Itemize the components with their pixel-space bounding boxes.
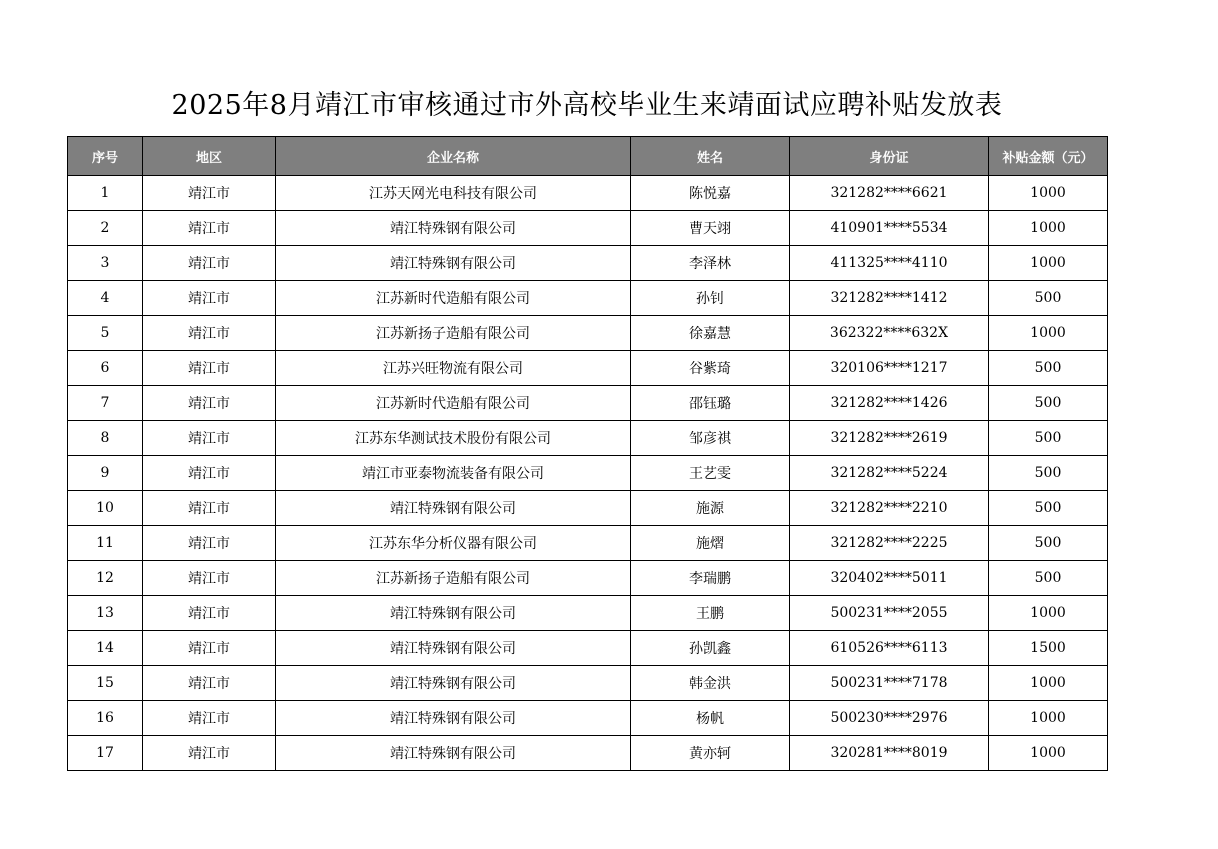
cell-id-number: 320281****8019 — [790, 736, 989, 771]
subsidy-table — [67, 136, 1108, 771]
cell-index: 2 — [68, 211, 143, 246]
table-row — [68, 596, 1108, 631]
table-row — [68, 246, 1108, 281]
cell-region: 靖江市 — [143, 666, 276, 701]
cell-company: 靖江特殊钢有限公司 — [276, 701, 631, 736]
cell-name: 邵钰璐 — [631, 386, 790, 421]
cell-id-number: 321282****1426 — [790, 386, 989, 421]
table-row — [68, 491, 1108, 526]
table-row — [68, 351, 1108, 386]
cell-name: 李泽林 — [631, 246, 790, 281]
table-row — [68, 421, 1108, 456]
cell-id-number: 321282****5224 — [790, 456, 989, 491]
table-header-row — [68, 137, 1108, 176]
cell-amount: 500 — [989, 421, 1108, 456]
table-row — [68, 666, 1108, 701]
cell-amount: 1000 — [989, 666, 1108, 701]
cell-company: 靖江特殊钢有限公司 — [276, 211, 631, 246]
cell-company: 靖江特殊钢有限公司 — [276, 631, 631, 666]
cell-amount: 1000 — [989, 596, 1108, 631]
header-name: 姓名 — [631, 137, 790, 176]
cell-amount: 1000 — [989, 701, 1108, 736]
cell-index: 14 — [68, 631, 143, 666]
cell-amount: 1000 — [989, 736, 1108, 771]
cell-region: 靖江市 — [143, 246, 276, 281]
cell-index: 7 — [68, 386, 143, 421]
cell-name: 孙钊 — [631, 281, 790, 316]
cell-id-number: 321282****2225 — [790, 526, 989, 561]
cell-amount: 500 — [989, 456, 1108, 491]
cell-amount: 500 — [989, 526, 1108, 561]
table-body — [68, 176, 1108, 771]
cell-region: 靖江市 — [143, 456, 276, 491]
page-title: 2025年8月靖江市审核通过市外高校毕业生来靖面试应聘补贴发放表 — [171, 90, 1003, 121]
table-row — [68, 526, 1108, 561]
cell-company: 江苏新扬子造船有限公司 — [276, 316, 631, 351]
cell-index: 3 — [68, 246, 143, 281]
cell-index: 5 — [68, 316, 143, 351]
cell-company: 江苏东华测试技术股份有限公司 — [276, 421, 631, 456]
cell-index: 17 — [68, 736, 143, 771]
cell-region: 靖江市 — [143, 491, 276, 526]
cell-company: 靖江市亚泰物流装备有限公司 — [276, 456, 631, 491]
cell-index: 15 — [68, 666, 143, 701]
cell-amount: 1000 — [989, 246, 1108, 281]
cell-id-number: 500231****7178 — [790, 666, 989, 701]
cell-name: 徐嘉慧 — [631, 316, 790, 351]
cell-amount: 500 — [989, 351, 1108, 386]
table-row — [68, 456, 1108, 491]
cell-name: 谷紫琦 — [631, 351, 790, 386]
cell-company: 江苏兴旺物流有限公司 — [276, 351, 631, 386]
cell-name: 李瑞鹏 — [631, 561, 790, 596]
cell-id-number: 321282****1412 — [790, 281, 989, 316]
cell-index: 12 — [68, 561, 143, 596]
cell-index: 11 — [68, 526, 143, 561]
cell-region: 靖江市 — [143, 316, 276, 351]
table-row — [68, 701, 1108, 736]
cell-amount: 500 — [989, 281, 1108, 316]
cell-id-number: 411325****4110 — [790, 246, 989, 281]
cell-region: 靖江市 — [143, 526, 276, 561]
cell-index: 4 — [68, 281, 143, 316]
cell-company: 靖江特殊钢有限公司 — [276, 491, 631, 526]
cell-region: 靖江市 — [143, 736, 276, 771]
cell-id-number: 610526****6113 — [790, 631, 989, 666]
cell-index: 8 — [68, 421, 143, 456]
cell-id-number: 500230****2976 — [790, 701, 989, 736]
cell-region: 靖江市 — [143, 386, 276, 421]
header-company: 企业名称 — [276, 137, 631, 176]
cell-company: 江苏新扬子造船有限公司 — [276, 561, 631, 596]
cell-index: 9 — [68, 456, 143, 491]
cell-id-number: 321282****2619 — [790, 421, 989, 456]
cell-name: 王艺雯 — [631, 456, 790, 491]
cell-company: 靖江特殊钢有限公司 — [276, 736, 631, 771]
cell-name: 邹彦祺 — [631, 421, 790, 456]
table-row — [68, 211, 1108, 246]
cell-company: 江苏东华分析仪器有限公司 — [276, 526, 631, 561]
table-row — [68, 386, 1108, 421]
cell-amount: 1000 — [989, 211, 1108, 246]
cell-amount: 1000 — [989, 316, 1108, 351]
cell-name: 王鹏 — [631, 596, 790, 631]
cell-region: 靖江市 — [143, 596, 276, 631]
cell-index: 16 — [68, 701, 143, 736]
cell-index: 6 — [68, 351, 143, 386]
cell-amount: 1500 — [989, 631, 1108, 666]
cell-region: 靖江市 — [143, 421, 276, 456]
cell-id-number: 321282****2210 — [790, 491, 989, 526]
table-row — [68, 281, 1108, 316]
cell-name: 陈悦嘉 — [631, 176, 790, 211]
table-row — [68, 631, 1108, 666]
cell-name: 施源 — [631, 491, 790, 526]
cell-index: 1 — [68, 176, 143, 211]
cell-name: 杨帆 — [631, 701, 790, 736]
table-row — [68, 561, 1108, 596]
header-region: 地区 — [143, 137, 276, 176]
cell-company: 靖江特殊钢有限公司 — [276, 666, 631, 701]
header-index: 序号 — [68, 137, 143, 176]
cell-region: 靖江市 — [143, 561, 276, 596]
cell-region: 靖江市 — [143, 281, 276, 316]
cell-region: 靖江市 — [143, 351, 276, 386]
cell-amount: 500 — [989, 561, 1108, 596]
cell-name: 施熠 — [631, 526, 790, 561]
cell-name: 黄亦轲 — [631, 736, 790, 771]
cell-company: 江苏新时代造船有限公司 — [276, 386, 631, 421]
cell-amount: 1000 — [989, 176, 1108, 211]
cell-name: 韩金洪 — [631, 666, 790, 701]
cell-index: 13 — [68, 596, 143, 631]
cell-id-number: 362322****632X — [790, 316, 989, 351]
cell-id-number: 320402****5011 — [790, 561, 989, 596]
table-row — [68, 176, 1108, 211]
cell-id-number: 321282****6621 — [790, 176, 989, 211]
cell-id-number: 320106****1217 — [790, 351, 989, 386]
cell-name: 孙凯鑫 — [631, 631, 790, 666]
table-row — [68, 316, 1108, 351]
cell-region: 靖江市 — [143, 176, 276, 211]
cell-region: 靖江市 — [143, 701, 276, 736]
cell-id-number: 500231****2055 — [790, 596, 989, 631]
cell-amount: 500 — [989, 386, 1108, 421]
cell-company: 靖江特殊钢有限公司 — [276, 246, 631, 281]
cell-name: 曹天翊 — [631, 211, 790, 246]
header-id-number: 身份证 — [790, 137, 989, 176]
cell-region: 靖江市 — [143, 211, 276, 246]
cell-company: 江苏天网光电科技有限公司 — [276, 176, 631, 211]
cell-index: 10 — [68, 491, 143, 526]
cell-company: 江苏新时代造船有限公司 — [276, 281, 631, 316]
cell-region: 靖江市 — [143, 631, 276, 666]
cell-id-number: 410901****5534 — [790, 211, 989, 246]
cell-amount: 500 — [989, 491, 1108, 526]
table-row — [68, 736, 1108, 771]
cell-company: 靖江特殊钢有限公司 — [276, 596, 631, 631]
header-amount: 补贴金额（元） — [989, 137, 1108, 176]
